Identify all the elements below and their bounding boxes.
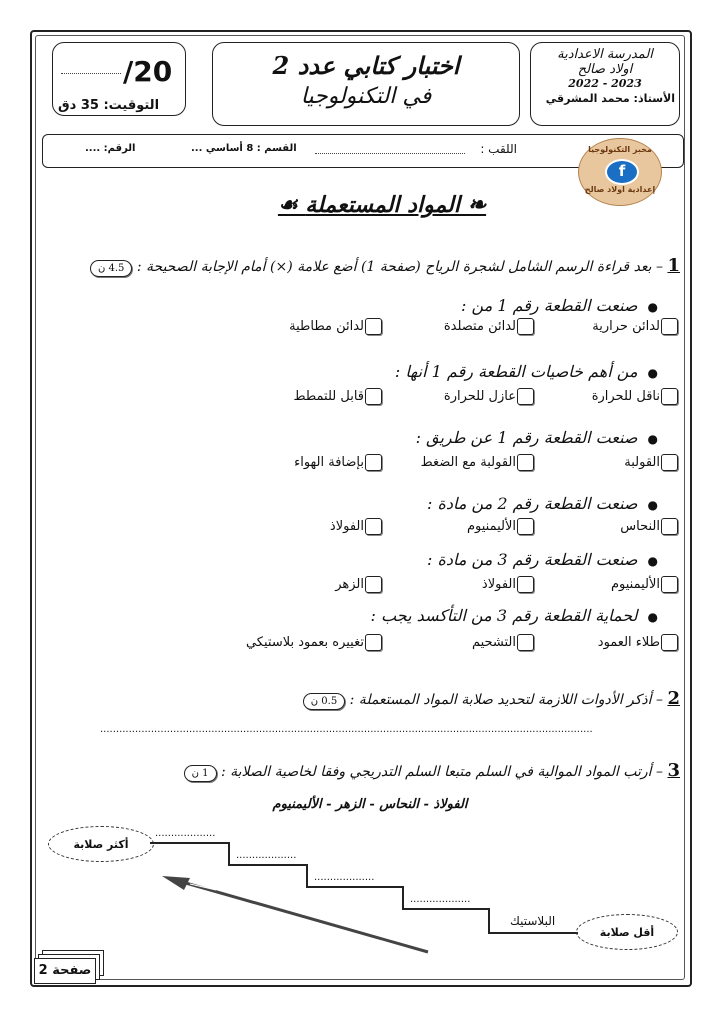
question-2-answer-line[interactable]: ........................................................................................................................................................... <box>100 724 593 735</box>
option-label: تغييره بعمود بلاستيكي <box>245 635 364 650</box>
option-label: الفولاذ <box>481 577 516 592</box>
checkbox[interactable] <box>365 576 382 593</box>
checkbox[interactable] <box>365 454 382 471</box>
option-label: عازل للحرارة <box>443 389 516 404</box>
lab-logo-top-text: مخبر التكنولوجيا <box>588 145 652 154</box>
school-town: اولاد صالح <box>577 62 633 77</box>
checkbox[interactable] <box>517 318 534 335</box>
q1-item-1-option-3[interactable] <box>289 318 382 335</box>
q1-item-6-title-text: لحماية القطعة رقم 3 من التأكسد يجب : <box>370 606 638 625</box>
section-title <box>262 192 502 218</box>
q1-item-3-option-3[interactable] <box>294 454 382 471</box>
q1-item-4-title: ●صنعت القطعة رقم 2 من مادة : <box>427 494 658 513</box>
question-1-number: 1 <box>667 255 680 276</box>
q1-item-5-option-1[interactable] <box>611 576 678 593</box>
checkbox[interactable] <box>661 518 678 535</box>
blank-4[interactable]: ................... <box>410 894 471 905</box>
checkbox[interactable] <box>365 634 382 651</box>
page-label: صفحة 2 <box>34 958 96 984</box>
q1-item-1-option-2[interactable] <box>444 318 534 335</box>
school-name: المدرسة الاعدادية <box>557 47 653 62</box>
blank-1[interactable]: ................... <box>155 828 216 839</box>
school-year: 2022 - 2023 <box>568 77 642 90</box>
exam-title: اختبار كتابي عدد 2 <box>272 51 460 80</box>
stair-5 <box>488 932 578 934</box>
student-name-label: اللقب : <box>480 142 517 156</box>
q1-item-2-option-3[interactable] <box>294 388 382 405</box>
teacher-name: الأستاذ: محمد المشرقي <box>545 92 675 105</box>
section-title-text: المواد المستعملة <box>305 192 460 218</box>
stair-riser-4 <box>488 908 490 932</box>
student-class-label: القسم : 8 أساسي ... <box>191 143 297 154</box>
checkbox[interactable] <box>517 454 534 471</box>
most-hard-oval: أكثر صلابة <box>48 826 154 862</box>
q1-item-6-title: ●لحماية القطعة رقم 3 من التأكسد يجب : <box>370 606 658 625</box>
time-label: التوقيت: 35 دق <box>58 98 160 113</box>
materials-list: الفولاذ - النحاس - الزهر - الأليمنيوم <box>272 797 468 812</box>
bottom-item-plastic: البلاستيك <box>510 914 556 928</box>
checkbox[interactable] <box>517 388 534 405</box>
q1-item-1-title-text: صنعت القطعة رقم 1 من : <box>461 296 638 315</box>
q1-item-2-option-1[interactable] <box>592 388 678 405</box>
checkbox[interactable] <box>517 634 534 651</box>
option-label: القولبة <box>624 455 660 470</box>
option-label: التشحيم <box>471 635 516 650</box>
checkbox[interactable] <box>661 454 678 471</box>
checkbox[interactable] <box>661 576 678 593</box>
q1-item-3-title: ●صنعت القطعة رقم 1 عن طريق : <box>415 428 658 447</box>
q1-item-6-option-2[interactable] <box>472 634 534 651</box>
q1-item-3-option-2[interactable] <box>421 454 534 471</box>
question-2-number: 2 <box>667 688 680 709</box>
title-box <box>212 42 520 126</box>
question-1-text: – بعد قراءة الرسم الشامل لشجرة الرياح (صفحة 1) أضع علامة (×) أمام الإجابة الصحيحة : <box>136 259 664 275</box>
option-label: لدائن متصلدة <box>443 319 516 334</box>
q1-item-1-title: ●صنعت القطعة رقم 1 من : <box>461 296 658 315</box>
checkbox[interactable] <box>517 576 534 593</box>
arrow-shaft <box>168 878 428 952</box>
score-label: /20 <box>123 55 173 88</box>
question-2-points: 0.5 ن <box>303 693 345 710</box>
q1-item-2-title: ●من أهم خاصيات القطعة رقم 1 أنها : <box>394 362 658 381</box>
q1-item-2-title-text: من أهم خاصيات القطعة رقم 1 أنها : <box>394 362 638 381</box>
q1-item-5-option-2[interactable] <box>482 576 534 593</box>
option-label: طلاء العمود <box>597 635 660 650</box>
q1-item-6-option-1[interactable] <box>598 634 678 651</box>
question-2 <box>303 688 680 710</box>
exam-subject: في التكنولوجيا <box>300 84 432 109</box>
school-box <box>530 42 680 126</box>
option-label: قابل للتمطط <box>293 389 364 404</box>
option-label: الزهر <box>335 577 364 592</box>
checkbox[interactable] <box>365 318 382 335</box>
blank-3[interactable]: ................... <box>314 872 375 883</box>
option-label: ناقل للحرارة <box>591 389 660 404</box>
option-label: لدائن مطاطية <box>289 319 364 334</box>
student-number-label: الرقم: .... <box>85 143 136 154</box>
stair-2 <box>228 864 306 866</box>
checkbox[interactable] <box>661 388 678 405</box>
q1-item-5-title-text: صنعت القطعة رقم 3 من مادة : <box>427 550 638 569</box>
stair-1 <box>150 842 228 844</box>
question-3-points: 1 ن <box>184 765 217 782</box>
q1-item-3-option-1[interactable] <box>624 454 678 471</box>
ornament-left-icon: ☙ <box>277 192 306 218</box>
q1-item-4-title-text: صنعت القطعة رقم 2 من مادة : <box>427 494 638 513</box>
ornament-right-icon: ❧ <box>459 192 487 218</box>
question-3-text: – أرتب المواد الموالية في السلم متبعا السلم التدريجي وفقا لخاصية الصلابة : <box>220 764 664 780</box>
option-label: القولبة مع الضغط <box>420 455 516 470</box>
option-label: لدائن حرارية <box>592 319 660 334</box>
q1-item-5-option-3[interactable] <box>335 576 382 593</box>
checkbox[interactable] <box>365 518 382 535</box>
blank-2[interactable]: ................... <box>236 850 297 861</box>
name-dots <box>315 153 465 154</box>
lab-logo-bottom-text: إعدادية اولاد صالح <box>584 185 656 194</box>
arrow-head-icon <box>162 876 190 890</box>
question-1-points: 4.5 ن <box>90 260 132 277</box>
option-label: الأليمنيوم <box>466 519 516 534</box>
option-label: الأليمنيوم <box>610 577 660 592</box>
question-3-number: 3 <box>667 760 680 781</box>
q1-item-2-option-2[interactable] <box>444 388 534 405</box>
question-1 <box>90 255 680 277</box>
checkbox[interactable] <box>365 388 382 405</box>
lab-logo <box>578 138 662 206</box>
option-label: الفولاذ <box>329 519 364 534</box>
q1-item-5-title: ●صنعت القطعة رقم 3 من مادة : <box>427 550 658 569</box>
checkbox[interactable] <box>661 318 678 335</box>
q1-item-4-option-1[interactable] <box>620 518 678 535</box>
hardness-arrow <box>160 870 440 960</box>
option-label: بإضافة الهواء <box>294 455 364 470</box>
q1-item-4-option-3[interactable] <box>330 518 382 535</box>
stair-riser-1 <box>228 842 230 864</box>
q1-item-1-option-1[interactable] <box>592 318 678 335</box>
option-label: النحاس <box>620 519 660 534</box>
lab-logo-emblem-icon: f <box>605 159 639 185</box>
question-2-text: – أذكر الأدوات اللازمة لتحديد صلابة المواد المستعملة : <box>349 692 664 708</box>
checkbox[interactable] <box>661 634 678 651</box>
q1-item-3-title-text: صنعت القطعة رقم 1 عن طريق : <box>415 428 638 447</box>
question-3 <box>184 760 680 782</box>
least-hard-oval: أقل صلابة <box>576 914 678 950</box>
q1-item-6-option-3[interactable] <box>246 634 382 651</box>
checkbox[interactable] <box>517 518 534 535</box>
q1-item-4-option-2[interactable] <box>467 518 534 535</box>
